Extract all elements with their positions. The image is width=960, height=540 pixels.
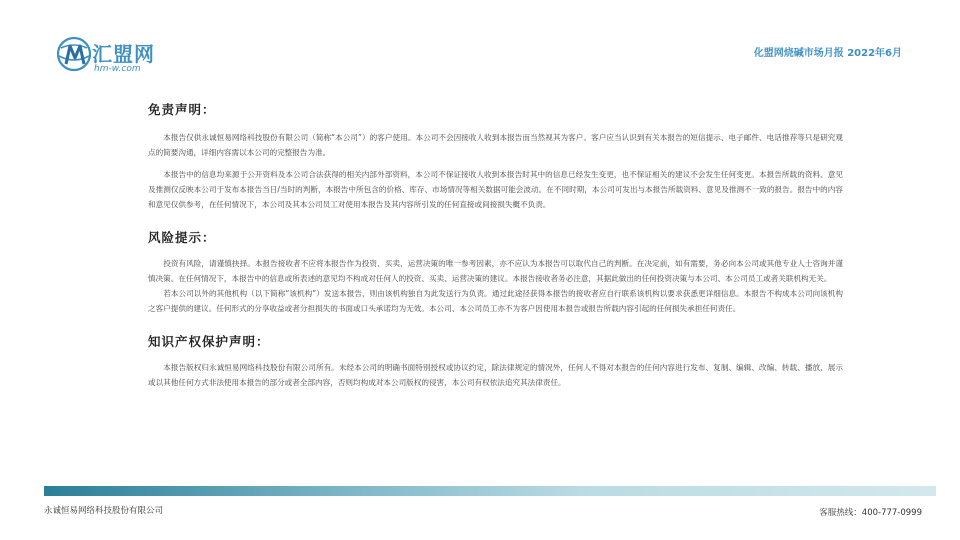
disclaimer-paragraph: 本报告中的信息均来源于公开资料及本公司合法获得的相关内部外部资料，本公司不保证接收人收到本报告时其中的信息已经发生变更，也不保证相关的建议不会发生任何变更。本报告所载的资料、意见及推测仅反映本公司于发布本报告当日/当时的判断，本报告中所包含的价格、库存、市场情况等相关数据可能会波动。在不同时期，本公司可发出与本报告所载资料、意见及推测不一致的报告。报告中的内容和意见仅供参考，在任何情况下，本公司及其本公司员工对使用本报告及其内容所引发的任何直接或间接损失概不负责。 bbox=[148, 170, 843, 209]
ip-heading: 知识产权保护声明： bbox=[148, 334, 270, 349]
logo-text: 汇盟网 bbox=[92, 42, 155, 66]
company-logo bbox=[56, 34, 176, 76]
disclaimer-heading: 免责声明： bbox=[148, 102, 216, 117]
footer-band bbox=[44, 486, 936, 496]
document-body bbox=[148, 96, 843, 390]
report-title: 化盟网烧碱市场月报 2022年6月 bbox=[753, 48, 902, 59]
ip-paragraph: 本报告版权归永诚恒易网络科技股份有限公司所有。未经本公司的明确书面特别授权或协议约定，除法律规定的情况外，任何人不得对本报告的任何内容进行发布、复制、编辑、改编、转载、播放、展示或以其他任何方式非法使用本报告的部分或者全部内容，否则均构成对本公司版权的侵害，本公司有权依法追究其法律责任。 bbox=[148, 363, 843, 387]
risk-heading: 风险提示： bbox=[148, 230, 216, 245]
risk-paragraph: 若本公司以外的其他机构（以下简称“该机构”）发送本报告，则由该机构独自为此发送行为负责。通过此途径获得本报告的接收者应自行联系该机构以要求获悉更详细信息。本报告不构成本公司向该机构之客户提供的建议。任何形式的分享收益或者分担损失的书面或口头承诺均为无效。本公司、本公司员工亦不为客户因使用本报告或报告所载内容引起的任何损失承担任何责任。 bbox=[148, 289, 843, 313]
disclaimer-paragraph: 本报告仅供永诚恒易网络科技股份有限公司（简称“本公司”）的客户使用。本公司不会因接收人收到本报告而当然视其为客户。客户应当认识到有关本报告的短信提示、电子邮件、电话推荐等只是研究观点的简要沟通，详细内容需以本公司的完整报告为准。 bbox=[148, 133, 843, 157]
globe-logo-icon bbox=[56, 34, 96, 74]
footer-hotline: 客服热线：400-777-0999 bbox=[819, 508, 922, 518]
risk-paragraph: 投资有风险，请谨慎抉择。本报告接收者不应将本报告作为投资、买卖、运营决策的唯一参考因素，亦不应认为本报告可以取代自己的判断。在决定前，如有需要，务必向本公司或其他专业人士咨询并谨慎决策。在任何情况下，本报告中的信息或所表述的意见均不构成对任何人的投资、买卖、运营决策的建议。本报告接收者务必注意，其据此做出的任何投资决策与本公司、本公司员工或者关联机构无关。 bbox=[148, 259, 843, 283]
footer-company: 永诚恒易网络科技股份有限公司 bbox=[44, 506, 164, 516]
logo-url: hm-w.com bbox=[94, 64, 141, 74]
